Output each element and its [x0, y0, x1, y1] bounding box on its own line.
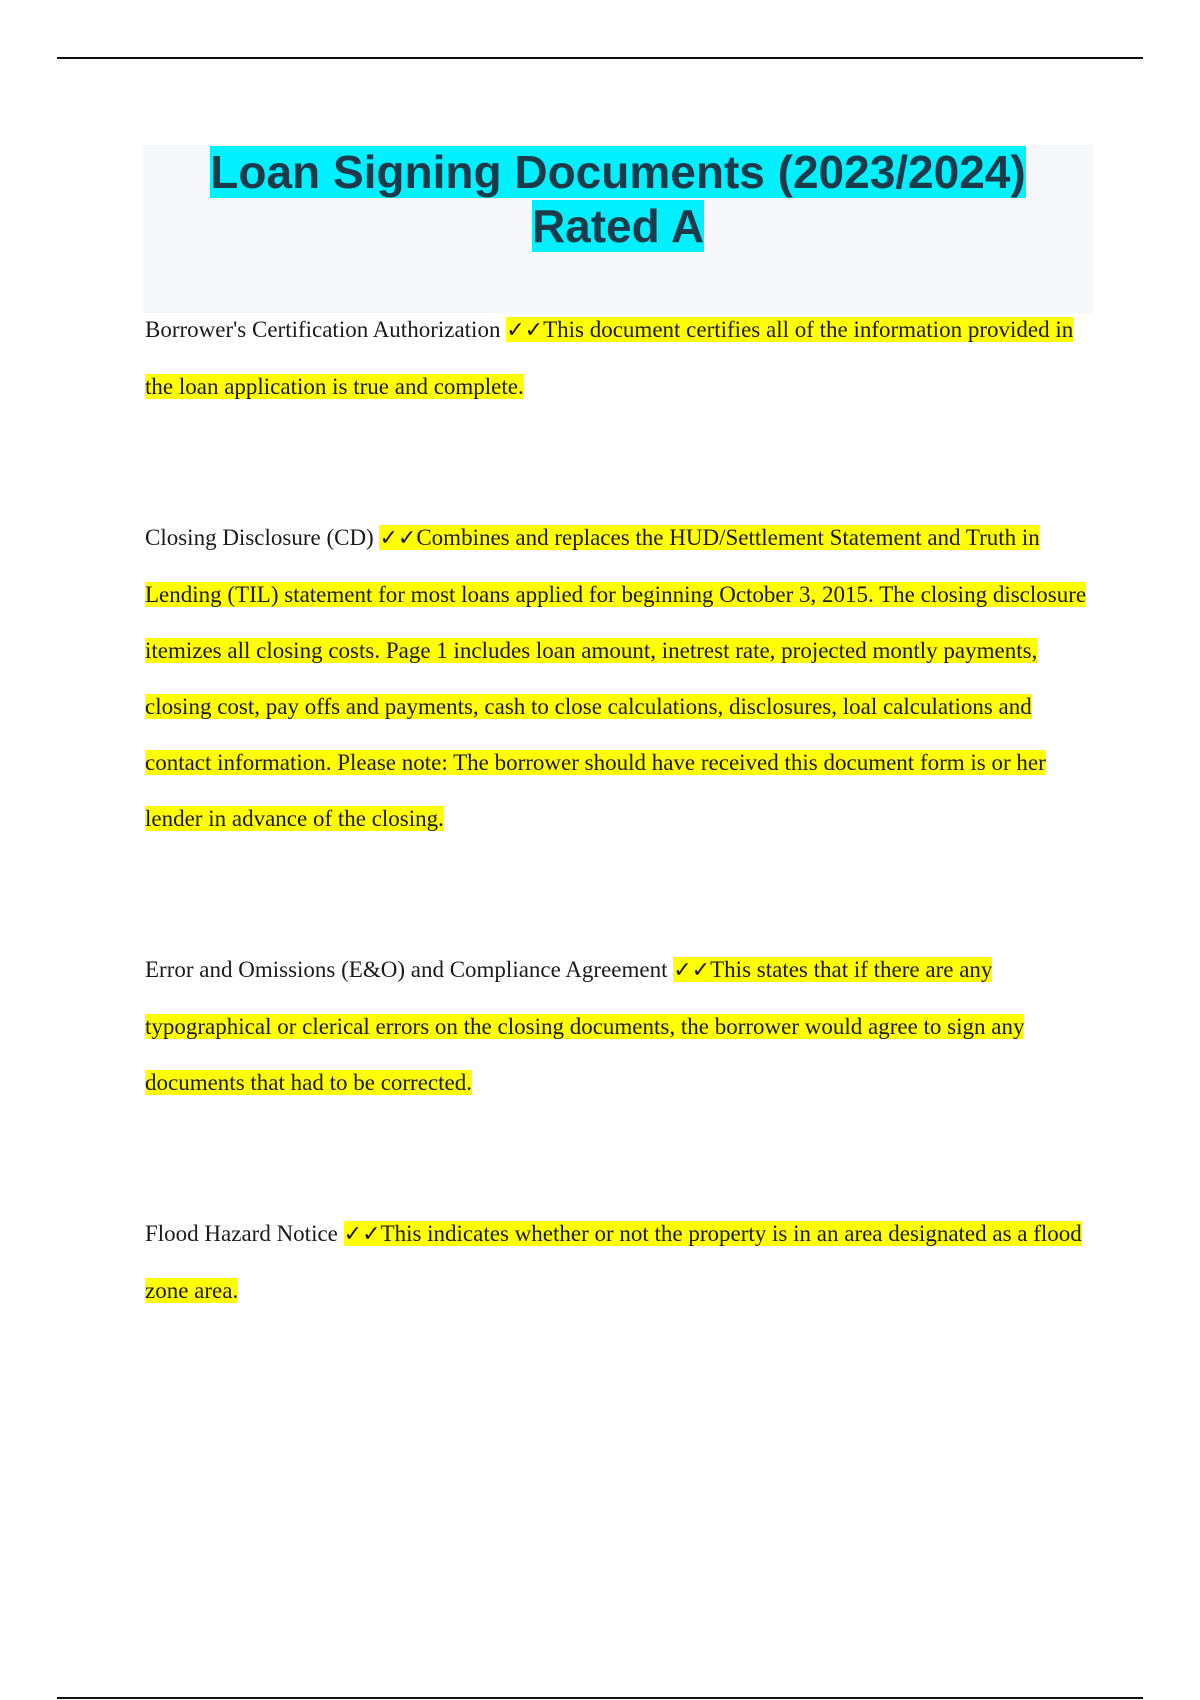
- entry-flood-hazard-notice: [145, 1206, 1095, 1319]
- bottom-rule: [57, 1697, 1143, 1699]
- entry-term: Error and Omissions (E&O) and Compliance Agreement: [145, 957, 668, 982]
- double-check-icon: ✓✓: [343, 1222, 381, 1247]
- double-check-icon: ✓✓: [506, 318, 544, 343]
- entry-errors-and-omissions: [145, 942, 1095, 1111]
- entry-term: Borrower's Certification Authorization: [145, 317, 501, 342]
- double-check-icon: ✓✓: [673, 958, 711, 983]
- entry-term: Closing Disclosure (CD): [145, 525, 374, 550]
- entry-definition: ✓✓This document certifies all of the information provided in the loan application is true and complete.: [145, 317, 1074, 399]
- entry-borrowers-certification: [145, 302, 1095, 415]
- double-check-icon: ✓✓: [379, 526, 417, 551]
- title-block: [143, 145, 1093, 313]
- page-title-line-1: Loan Signing Documents (2023/2024): [210, 146, 1026, 198]
- page-title-line-2: Rated A: [531, 200, 705, 252]
- top-rule: [57, 57, 1143, 59]
- entry-closing-disclosure: [145, 510, 1095, 847]
- entry-definition: ✓✓Combines and replaces the HUD/Settlement Statement and Truth in Lending (TIL) statement for most loans applied for beginning October 3, 2015. The closing disclosure itemizes all closing costs. Page 1 includes loan amount, inetrest rate, projected montly payments, closing cost, pay offs and payments, cash to close calculations, disclosures, loal calculations and contact information. Please note: The borrower should have received this document form is or her lender in advance of the closing.: [145, 525, 1087, 831]
- entry-definition: ✓✓This states that if there are any typographical or clerical errors on the closing documents, the borrower would agree to sign any documents that had to be corrected.: [145, 957, 1025, 1095]
- entry-term: Flood Hazard Notice: [145, 1221, 338, 1246]
- entry-definition: ✓✓This indicates whether or not the property is in an area designated as a flood zone area.: [145, 1221, 1082, 1303]
